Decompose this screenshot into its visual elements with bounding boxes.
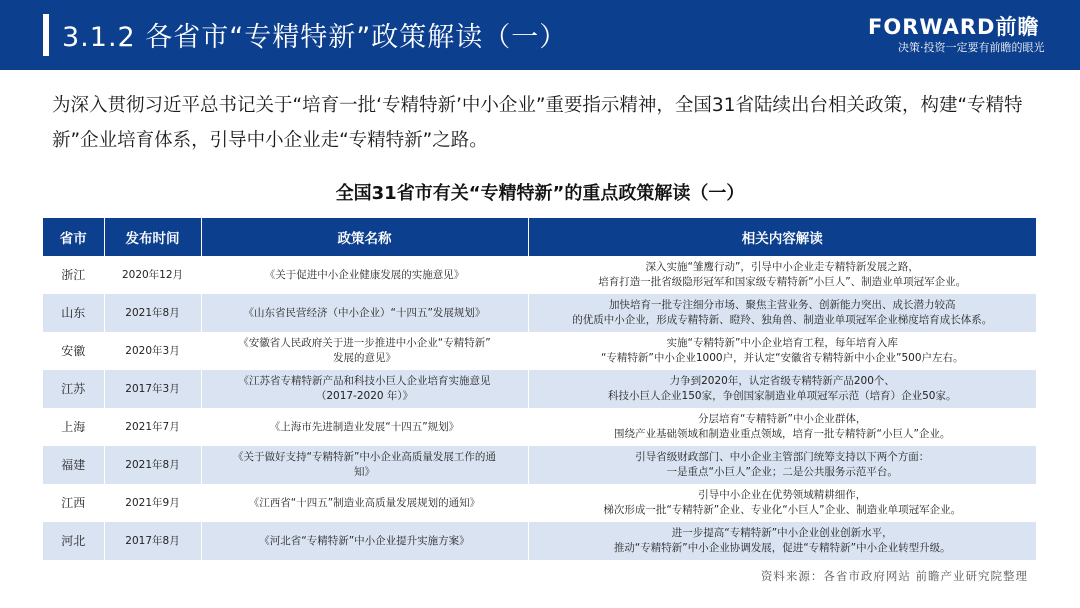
cell-province: 河北 <box>43 522 104 560</box>
table-body <box>43 256 1036 560</box>
cell-province: 江西 <box>43 484 104 522</box>
cell-content: 实施“专精特新”中小企业培育工程，每年培育入库 “专精特新”中小企业1000户，并认定“安徽省专精特新中小企业”500户左右。 <box>528 332 1036 370</box>
column-header-policy: 政策名称 <box>201 218 528 256</box>
table-row <box>43 332 1036 370</box>
brand-logo: FORWARD前瞻 <box>868 15 1040 39</box>
header-bar <box>0 0 1080 70</box>
cell-date: 2017年3月 <box>104 370 201 408</box>
cell-content: 引导省级财政部门、中小企业主管部门统筹支持以下两个方面： 一是重点“小巨人”企业；二是公共服务示范平台。 <box>528 446 1036 484</box>
cell-date: 2021年8月 <box>104 294 201 332</box>
cell-province: 浙江 <box>43 256 104 294</box>
policy-table <box>43 218 1036 560</box>
table-row <box>43 484 1036 522</box>
cell-date: 2017年8月 <box>104 522 201 560</box>
cell-date: 2021年7月 <box>104 408 201 446</box>
column-header-date: 发布时间 <box>104 218 201 256</box>
cell-province: 江苏 <box>43 370 104 408</box>
cell-policy: 《河北省“专精特新”中小企业提升实施方案》 <box>201 522 528 560</box>
cell-content: 引导中小企业在优势领域精耕细作， 梯次形成一批“专精特新”企业、专业化“小巨人”企业、制造业单项冠军企业。 <box>528 484 1036 522</box>
table-row <box>43 294 1036 332</box>
cell-content: 力争到2020年，认定省级专精特新产品200个、 科技小巨人企业150家，争创国家制造业单项冠军示范（培育）企业50家。 <box>528 370 1036 408</box>
source-note: 资料来源：各省市政府网站 前瞻产业研究院整理 <box>760 569 1028 583</box>
cell-date: 2020年3月 <box>104 332 201 370</box>
table-row <box>43 446 1036 484</box>
table-row <box>43 408 1036 446</box>
cell-content: 分层培育“专精特新”中小企业群体， 围绕产业基础领域和制造业重点领域，培育一批专精特新“小巨人”企业。 <box>528 408 1036 446</box>
cell-policy: 《山东省民营经济（中小企业）“十四五”发展规划》 <box>201 294 528 332</box>
header-accent-bar <box>43 14 49 56</box>
table-header-row <box>43 218 1036 256</box>
cell-content: 深入实施“雏鹰行动”，引导中小企业走专精特新发展之路， 培育打造一批省级隐形冠军和国家级专精特新“小巨人”、制造业单项冠军企业。 <box>528 256 1036 294</box>
page-title: 3.1.2 各省市“专精特新”政策解读（一） <box>62 22 568 53</box>
cell-date: 2021年8月 <box>104 446 201 484</box>
cell-content: 进一步提高“专精特新”中小企业创业创新水平， 推动“专精特新”中小企业协调发展，促进“专精特新”中小企业转型升级。 <box>528 522 1036 560</box>
column-header-content: 相关内容解读 <box>528 218 1036 256</box>
table-row <box>43 256 1036 294</box>
cell-policy: 《江苏省专精特新产品和科技小巨人企业培育实施意见 （2017-2020 年）》 <box>201 370 528 408</box>
table-row <box>43 522 1036 560</box>
cell-policy: 《江西省“十四五”制造业高质量发展规划的通知》 <box>201 484 528 522</box>
brand-tagline: 决策·投资一定要有前瞻的眼光 <box>898 41 1045 54</box>
cell-content: 加快培育一批专注细分市场、聚焦主营业务、创新能力突出、成长潜力较高 的优质中小企业，形成专精特新、瞪羚、独角兽、制造业单项冠军企业梯度培育成长体系。 <box>528 294 1036 332</box>
cell-province: 安徽 <box>43 332 104 370</box>
table-row <box>43 370 1036 408</box>
cell-province: 上海 <box>43 408 104 446</box>
cell-date: 2020年12月 <box>104 256 201 294</box>
column-header-province: 省市 <box>43 218 104 256</box>
cell-date: 2021年9月 <box>104 484 201 522</box>
intro-paragraph: 为深入贯彻习近平总书记关于“培育一批‘专精特新’中小企业”重要指示精神，全国31省陆续出台相关政策，构建“专精特新”企业培育体系，引导中小企业走“专精特新”之路。 <box>52 95 1023 151</box>
cell-policy: 《关于促进中小企业健康发展的实施意见》 <box>201 256 528 294</box>
cell-policy: 《关于做好支持“专精特新”中小企业高质量发展工作的通 知》 <box>201 446 528 484</box>
cell-policy: 《上海市先进制造业发展“十四五”规划》 <box>201 408 528 446</box>
cell-province: 山东 <box>43 294 104 332</box>
cell-province: 福建 <box>43 446 104 484</box>
table-title: 全国31省市有关“专精特新”的重点政策解读（一） <box>335 183 745 204</box>
cell-policy: 《安徽省人民政府关于进一步推进中小企业“专精特新” 发展的意见》 <box>201 332 528 370</box>
